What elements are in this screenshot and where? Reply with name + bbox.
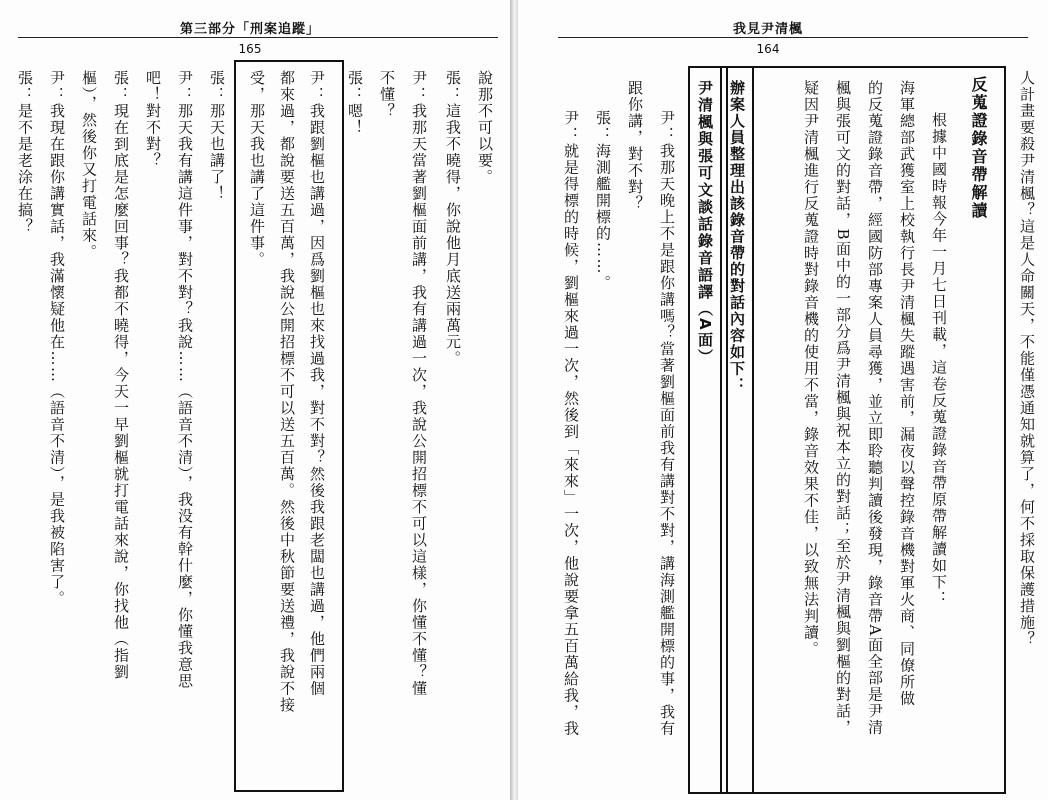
text-line: 張：嗯！: [346, 70, 364, 136]
dialogue-line: 跟你講，對不對？: [626, 80, 644, 212]
text-line: 張：是不是老涂在搞？: [16, 70, 34, 235]
text-line: 說那不可以要。: [476, 70, 494, 186]
right-page-number: 164: [756, 42, 780, 56]
boxed-line: 都來過，都說要送五百萬，我說公開招標不可以送五百萬。然後中秋節要送禮，我說不接: [278, 70, 296, 714]
text-line: 張：現在到底是怎麼回事？我都不曉得，今天一早劉樞就打電話來說，你找他（指劉: [112, 70, 130, 681]
right-header-rule: [558, 37, 1028, 38]
dialogue-line: 張：海測艦開標的……。: [594, 110, 612, 292]
box-line: 楓與張可文的對話，B面中的一部分爲尹清楓與祝本立的對話；至於尹清楓與劉樞的對話，: [834, 80, 852, 737]
left-page-number: 165: [238, 42, 262, 56]
text-line: 不懂？: [378, 70, 396, 120]
text-line: 人計畫要殺尹清楓？這是人命關天，不能僅憑通知就算了，何不採取保護措施？: [1018, 70, 1036, 648]
box-line: 海軍總部武獲室上校執行長尹清楓失蹤遇害前，漏夜以聲控錄音機對軍火商、同僚所做: [898, 80, 916, 707]
text-line: 吧！對不對？: [144, 70, 162, 169]
text-line: 張：那天也講了！: [208, 70, 226, 202]
text-line: 樞），然後你又打電話來。: [80, 70, 98, 261]
box-line: 根據中國時報今年一月七日刊載，這卷反蒐證錄音帶原帶解讀如下：: [930, 112, 948, 607]
text-line: 尹：我那天當著劉樞面前講，我有講過一次，我說公開招標不可以這樣，你懂不懂？懂: [410, 70, 428, 697]
box-title: 反蒐證錄音帶解讀: [969, 76, 988, 220]
left-page-header: 第三部分「刑案追蹤」: [179, 22, 320, 37]
text-line: 尹：我現在跟你講實話，我滿懷疑他在……（語音不清），是我被陷害了。: [48, 70, 66, 607]
box-line: 疑因尹清楓進行反蒐證時對錄音機的使用不當，錄音效果不佳，以致無法判讀。: [802, 80, 820, 658]
text-line: 張：這我不曉得，你說他月底送兩萬元。: [444, 70, 462, 367]
dialogue-subtitle: 尹清楓與張可文談話錄音語譯（A面）: [696, 80, 714, 366]
boxed-line: 受，那天我也講了這件事。: [248, 70, 266, 268]
box-line: 的反蒐證錄音帶，經國防部專案人員尋獲，並立即聆聽判讀後發現，錄音帶A面全部是尹清: [866, 80, 884, 736]
text-line: 尹：那天我有講這件事，對不對？我說……（語音不清），我没有幹什麼，你懂我意思: [176, 70, 194, 690]
right-page-header: 我見尹清楓: [732, 22, 803, 37]
dialogue-line: 尹：我那天晚上不是跟你講嗎？當著劉樞面前我有講對不對，講海測艦開標的事，我有: [658, 110, 676, 737]
dialogue-line: 尹：就是得標的時候，劉樞來過一次，然後到「來來」一次，他說要拿五百萬給我，我: [562, 110, 580, 737]
left-page: [0, 0, 512, 800]
boxed-line: 尹：我跟劉樞也講過，因爲劉樞也來找過我，對不對？然後我跟老闆也講過，他們兩個: [308, 70, 326, 697]
right-page: [518, 0, 1048, 800]
left-header-rule: [18, 37, 498, 38]
note-line: 辦案人員整理出該錄音帶的對話內容如下：: [728, 80, 746, 394]
